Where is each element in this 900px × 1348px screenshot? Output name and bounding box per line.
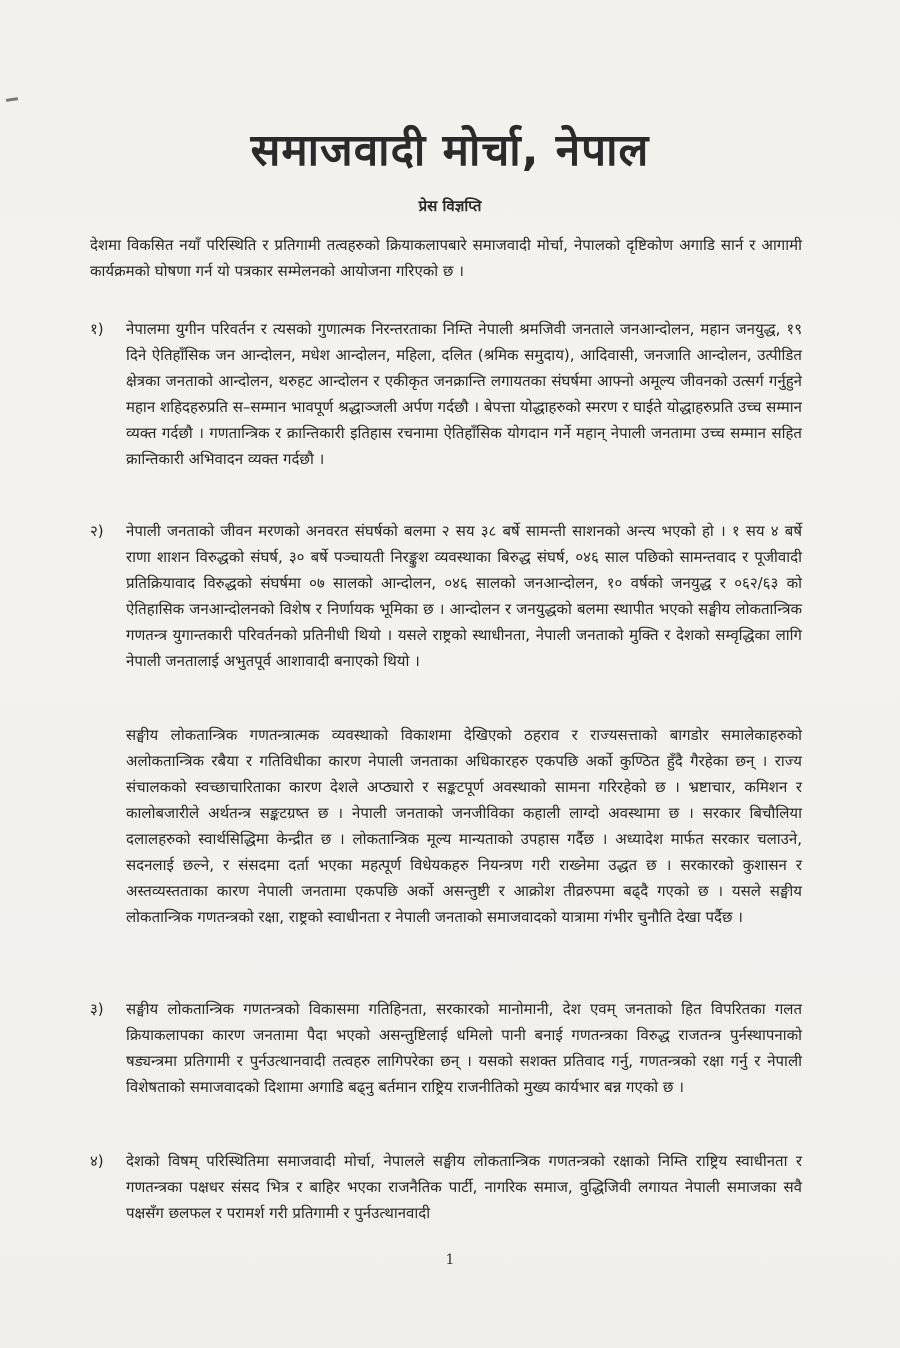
document-title: समाजवादी मोर्चा, नेपाल [250, 125, 650, 176]
intro-paragraph: देशमा विकसित नयाँ परिस्थिति र प्रतिगामी तत्वहरुको क्रियाकलापबारे समाजवादी मोर्चा, नेपालको दृष्टिकोण अगाडि सार्न र आगामी कार्यक्रमको घोषणा गर्न यो पत्रकार सम्मेलनको आयोजना गरिएको छ । [90, 236, 802, 280]
item-number: २) [90, 522, 104, 540]
item-2-continuation-paragraph: सङ्घीय लोकतान्त्रिक गणतन्त्रात्मक व्यवस्थाको विकाशमा देखिएको ठहराव र राज्यसत्ताको बागडोर समालेकाहरुको अलोकतान्त्रिक रबैया र गतिविधीका कारण नेपाली जनताका अधिकारहरु एकपछि अर्को कुण्ठित हुँदै गैरहेका छन् । राज्य संचालकको स्वच्छाचारिताका कारण देशले अप्ठ्यारो र सङ्कटपूर्ण अवस्थाको सामना गरिरहेको छ । भ्रष्टाचार, कमिशन र कालोबजारीले अर्थतन्त्र सङ्कटग्रष्त छ । नेपाली जनताको जनजीविका कहाली लाग्दो अवस्थामा छ । सरकार बिचौलिया दलालहरुको स्वार्थसिद्धिमा केन्द्रीत छ । लोकतान्त्रिक मूल्य मान्यताको उपहास गर्दैछ । अध्यादेश मार्फत सरकार चलाउने, सदनलाई छल्ने, र संसदमा दर्ता भएका महत्पूर्ण विधेयकहरु नियन्त्रण गरी राख्नेमा उद्धत छ । सरकारको कुशासन र अस्तव्यस्तताका कारण नेपाली जनतामा एकपछि अर्को असन्तुष्टी र आक्रोश तीव्ररुपमा बढ्दै गएको छ । यसले सङ्घीय लोकतान्त्रिक गणतन्त्रको रक्षा, राष्ट्रको स्वाधीनता र नेपाली जनताको समाजवादको यात्रामा गंभीर चुनौति देखा पर्दैछ । [126, 726, 802, 926]
page-number: 1 [445, 1252, 455, 1268]
item-number: १) [90, 320, 104, 338]
item-text: सङ्घीय लोकतान्त्रिक गणतन्त्रको विकासमा गतिहिनता, सरकारको मानोमानी, देश एवम् जनताको हित विपरितका गलत क्रियाकलापका कारण जनतामा पैदा भएको असन्तुष्टिलाई धमिलो पानी बनाई गणतन्त्रका विरुद्ध राजतन्त्र पुर्नस्थापनाको षड्यन्त्रमा प्रतिगामी र पुर्नउत्थानवादी तत्वहरु लागिपरेका छन् । यसको सशक्त प्रतिवाद गर्नु, गणतन्त्रको रक्षा गर्नु र नेपाली विशेषताको समाजवादको दिशामा अगाडि बढ्नु बर्तमान राष्ट्रिय राजनीतिको मुख्य कार्यभार बन्न गएको छ । [126, 1000, 802, 1096]
item-text: देशको विषम् परिस्थितिमा समाजवादी मोर्चा, नेपालले सङ्घीय लोकतान्त्रिक गणतन्त्रको रक्षाको निम्ति राष्ट्रिय स्वाधीनता र गणतन्त्रका पक्षधर संसद भित्र र बाहिर भएका राजनैतिक पार्टी, नागरिक समाज, वुद्धिजिवी लगायत नेपाली समाजका सवै पक्षसँग छलफल र परामर्श गरी प्रतिगामी र पुर्नउत्थानवादी [126, 1152, 802, 1222]
stray-ink-mark [6, 97, 18, 102]
numbered-item-1 [90, 316, 802, 472]
item-number: ३) [90, 1000, 104, 1018]
numbered-item-4 [90, 1148, 802, 1226]
numbered-item-2 [90, 518, 802, 674]
document-subtitle: प्रेस विज्ञप्ति [418, 197, 482, 215]
item-number: ४) [90, 1152, 104, 1170]
item-text: नेपाली जनताको जीवन मरणको अनवरत संघर्षको बलमा २ सय ३८ बर्षे सामन्ती साशनको अन्त्य भएको हो । १ सय ४ बर्षे राणा शाशन विरुद्धको संघर्ष, ३० बर्षे पञ्चायती निरङ्कुश व्यवस्थाका बिरुद्ध संघर्ष, ०४६ साल पछिको सामन्तवाद र पूजीवादी प्रतिक्रियावाद विरुद्धको संघर्षमा ०७ सालको आन्दोलन, ०४६ सालको जनआन्दोलन, १० वर्षको जनयुद्ध र ०६२/६३ को ऐतिहासिक जनआन्दोलनको विशेष र निर्णायक भूमिका छ । आन्दोलन र जनयुद्धको बलमा स्थापीत भएको सङ्घीय लोकतान्त्रिक गणतन्त्र युगान्तकारी परिवर्तनको प्रतिनीधी थियो । यसले राष्ट्रको स्थाधीनता, नेपाली जनताको मुक्ति र देशको सम्वृद्धिका लागि नेपाली जनतालाई अभुतपूर्व आशावादी बनाएको थियो । [126, 522, 802, 670]
item-text: नेपालमा युगीन परिवर्तन र त्यसको गुणात्मक निरन्तरताका निम्ति नेपाली श्रमजिवी जनताले जनआन्दोलन, महान जनयुद्ध, १९ दिने ऐतिहाँसिक जन आन्दोलन, मधेश आन्दोलन, महिला, दलित (श्रमिक समुदाय), आदिवासी, जनजाति आन्दोलन, उत्पीडित क्षेत्रका जनताको आन्दोलन, थरुहट आन्दोलन र एकीकृत जनक्रान्ति लगायतका संघर्षमा आफ्नो अमूल्य जीवनको उत्सर्ग गर्नुहुने महान शहिदहरुप्रति स–सम्मान भावपूर्ण श्रद्धाञ्जली अर्पण गर्दछौ । बेपत्ता योद्धाहरुको स्मरण र घाईते योद्धाहरुप्रति उच्च सम्मान व्यक्त गर्दछौ । गणतान्त्रिक र क्रान्तिकारी इतिहास रचनामा ऐतिहाँसिक योगदान गर्ने महान् नेपाली जनतामा उच्च सम्मान सहित क्रान्तिकारी अभिवादन व्यक्त गर्दछौ । [126, 320, 802, 468]
numbered-item-3 [90, 996, 802, 1100]
